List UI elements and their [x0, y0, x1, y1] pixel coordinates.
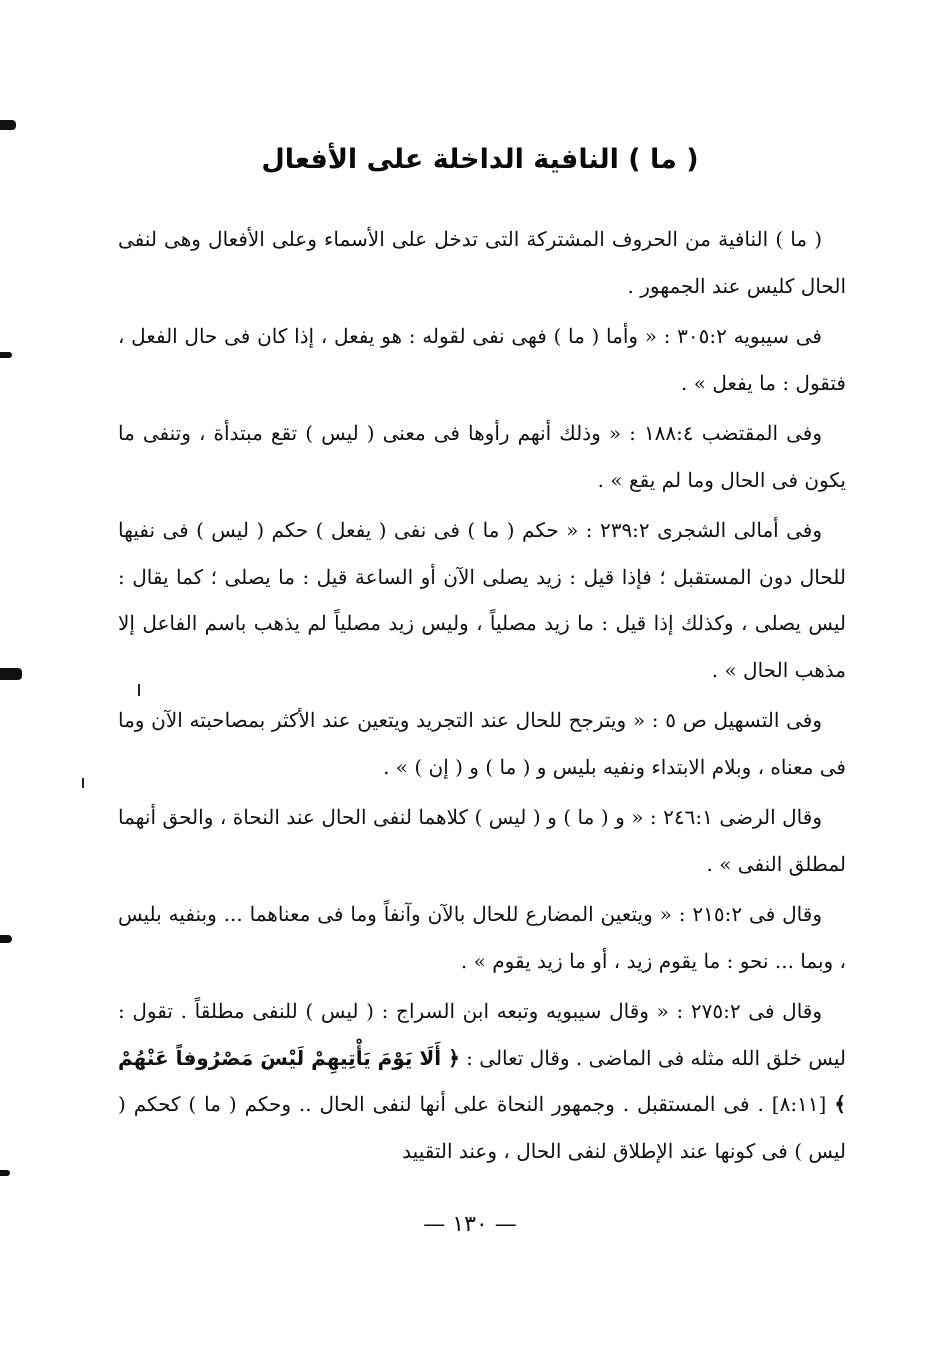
paragraph-text: [٨:١١] . فى المستقبل . وجمهور النحاة على أنها لنفى الحال .. وحكم ( ما ) كحكم ( ليس ) فى كونها عند الإطلاق لنفى الحال ، وعند التقييد — [118, 1092, 846, 1163]
scan-edge-mark — [0, 352, 12, 358]
paragraph: وفى أمالى الشجرى ٢٣٩:٢ : « حكم ( ما ) فى نفى ( يفعل ) حكم ( ليس ) فى نفيها للحال دون المستقبل ؛ فإذا قيل : زيد يصلى الآن أو الساعة قيل : ما يصلى ؛ كما يقال : ليس يصلى ، وكذلك إذا قيل : ما زيد مصلياً ، وليس زيد مصلياً لم يذهب باسم الفاعل إلا مذهب الحال » . — [118, 518, 846, 682]
scan-edge-mark — [0, 120, 16, 130]
paragraph: وقال فى ٢١٥:٢ : « ويتعين المضارع للحال بالآن وآنفاً وما فى معناهما ... وبنفيه بليس ، وبما ... نحو : ما يقوم زيد ، أو ما زيد يقوم » . — [118, 902, 846, 973]
quran-verse: ﴿ أَلَا يَوْمَ يَأْتِيهِمْ لَيْسَ مَصْرُوفاً عَنْهُمْ ﴾ — [118, 1045, 846, 1116]
paragraph-text: وقال فى ٢٧٥:٢ : « وقال سيبويه وتبعه ابن السراج : ( ليس ) للنفى مطلقاً . تقول : ليس خلق الله مثله فى الماضى . وقال تعالى : — [118, 999, 847, 1070]
scan-edge-mark — [0, 1170, 10, 1176]
scan-stray-mark — [82, 778, 84, 788]
paragraph: وقال الرضى ٢٤٦:١ : « و ( ما ) و ( ليس ) كلاهما لنفى الحال عند النحاة ، والحق أنهما لمطلق النفى » . — [118, 805, 846, 876]
paragraph: وفى المقتضب ١٨٨:٤ : « وذلك أنهم رأوها فى معنى ( ليس ) تقع مبتدأة ، وتنفى ما يكون فى الحال وما لم يقع » . — [118, 421, 846, 492]
scan-edge-mark — [0, 935, 12, 943]
scan-edge-mark — [0, 668, 22, 680]
body-text — [118, 216, 846, 1178]
page-number: — ١٣٠ — — [423, 1212, 517, 1237]
paragraph: وفى التسهيل ص ٥ : « ويترجح للحال عند التجريد ويتعين عند الأكثر بمصاحبته الآن وما فى معناه ، وبلام الابتداء ونفيه بليس و ( ما ) و ( إن ) » . — [118, 708, 846, 779]
page-title: ( ما ) النافية الداخلة على الأفعال — [261, 144, 699, 175]
paragraph: ( ما ) النافية من الحروف المشتركة التى تدخل على الأسماء وعلى الأفعال وهى لنفى الحال كليس عند الجمهور . — [118, 227, 846, 298]
paragraph-with-verse — [118, 988, 846, 1174]
paragraph: فى سيبويه ٣٠٥:٢ : « وأما ( ما ) فهى نفى لقوله : هو يفعل ، إذا كان فى حال الفعل ، فتقول : ما يفعل » . — [118, 324, 846, 395]
